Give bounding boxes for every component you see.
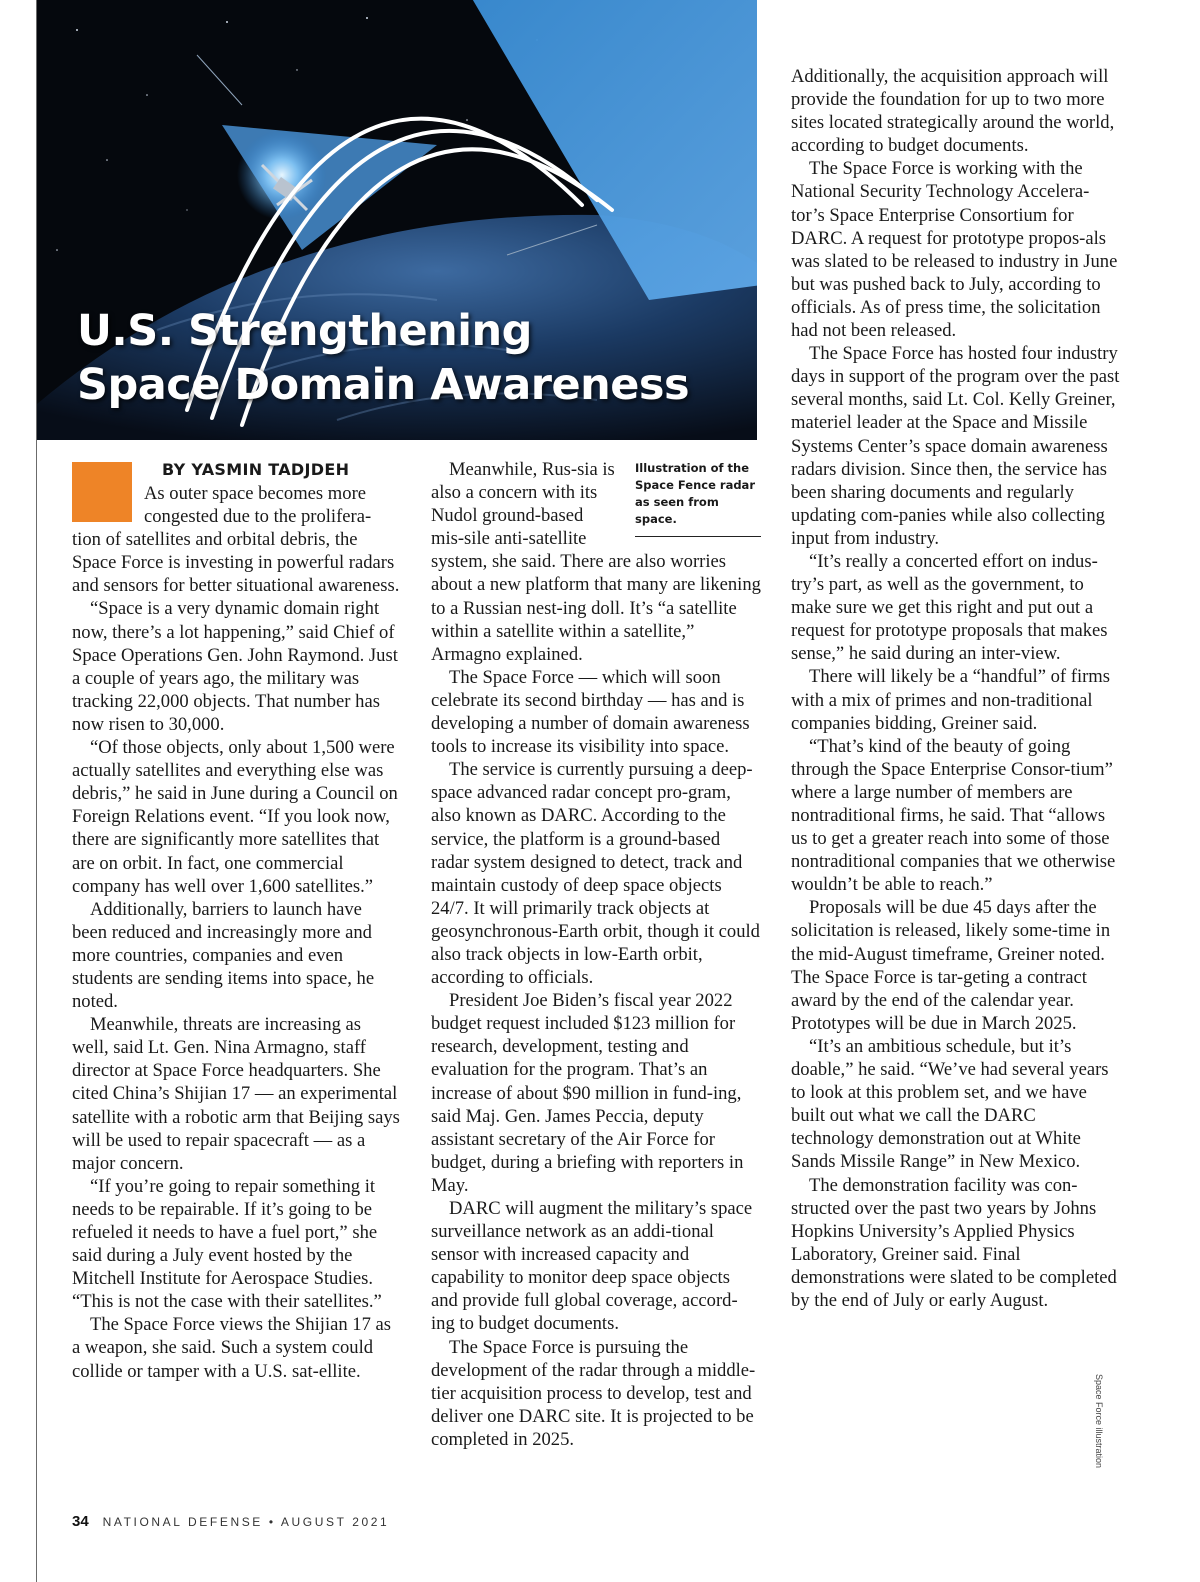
byline: BY YASMIN TADJDEH — [162, 460, 350, 479]
paragraph: Meanwhile, threats are increasing as well, said Lt. Gen. Nina Armagno, staff director at Space Force headquarters. She cited China’s Shijian 17 — an experimental satellite with a robotic arm that Beijing says will be used to repair spacecraft — as a major concern. — [72, 1014, 400, 1174]
hero-illustration — [37, 0, 757, 440]
text-column-1 — [72, 458, 400, 1383]
section-marker-square — [72, 462, 132, 522]
paragraph: “It’s really a concerted effort on indus-try’s part, as well as the government, to make sure we get this right and put out a request for prototype proposals that makes sense,” he said during an inter-view. — [791, 550, 1108, 665]
paragraph: The Space Force is working with the National Security Technology Accelera-tor’s Space Enterprise Consortium for DARC. A request for prototype propos-als was slated to be released to industry in June but was pushed back to July, according to officials. As of press time, the solicitation had not been released. — [791, 158, 1118, 342]
text-column-2 — [431, 458, 761, 1451]
article-title — [77, 304, 689, 412]
paragraph: There will likely be a “handful” of firms with a mix of primes and non-traditional companies bidding, Greiner said. — [791, 666, 1111, 734]
paragraph: As outer space becomes more congested due to the prolifera-tion of satellites and orbital debris, the Space Force is investing in powerful radars and sensors for better situational awareness. — [72, 483, 400, 597]
paragraph: The demonstration facility was con-structed over the past two years by Johns Hopkins University’s Applied Physics Laboratory, Greiner said. Final demonstrations were slated to be completed by the end of July or early August. — [791, 1174, 1117, 1311]
text-column-3 — [791, 65, 1121, 1312]
paragraph: Proposals will be due 45 days after the solicitation is released, likely some-time in the mid-August timeframe, Greiner noted. The Space Force is tar-geting a contract award by the end of the calendar year. Prototypes will be due in March 2025. — [791, 897, 1111, 1034]
paragraph: The Space Force has hosted four industry days in support of the program over the past several months, said Lt. Col. Kelly Greiner, materiel leader at the Space and Missile Systems Center’s space domain awareness radars division. Since then, the service has been sharing documents and regularly updating com-panies while also collecting input from industry. — [791, 343, 1120, 549]
paragraph: Additionally, barriers to launch have been reduced and increasingly more and more countries, companies and even students are sending items into space, he noted. — [72, 898, 375, 1013]
paragraph: The service is currently pursuing a deep-space advanced radar concept pro-gram, also known as DARC. According to the service, the platform is a ground-based radar system designed to detect, track and maintain custody of deep space objects 24/7. It will primarily track objects at geosynchronous-Earth orbit, though it could also track objects in low-Earth orbit, according to officials. — [431, 759, 760, 989]
paragraph: “If you’re going to repair something it needs to be repairable. If it’s going to be refueled it needs to have a fuel port,” she said during a July event hosted by the Mitchell Institute for Aerospace Studies. “This is not the case with their satellites.” — [72, 1175, 382, 1313]
photo-credit: Space Force illustration — [1094, 1374, 1104, 1469]
paragraph: DARC will augment the military’s space surveillance network as an addi-tional sensor with increased capacity and capability to monitor deep space objects and provide full global coverage, accord-ing to budget documents. — [431, 1198, 753, 1335]
page-number: 34 — [72, 1513, 89, 1530]
paragraph: Additionally, the acquisition approach will provide the foundation for up to two more sites located strategically around the world, according to budget documents. — [791, 66, 1115, 157]
image-caption: Illustration of the Space Fence radar as seen from space. — [635, 460, 761, 537]
publication-info: NATIONAL DEFENSE • AUGUST 2021 — [102, 1515, 390, 1529]
paragraph: “It’s an ambitious schedule, but it’s doable,” he said. “We’ve had several years to look at this problem set, and we have built out what we call the DARC technology demonstration out at White Sands Missile Range” in New Mexico. — [791, 1035, 1109, 1173]
paragraph: President Joe Biden’s fiscal year 2022 budget request included $123 million for research, development, testing and evaluation for the program. That’s an increase of about $90 million in fund-ing, said Maj. Gen. James Peccia, deputy assistant secretary of the Air Force for budget, during a briefing with reporters in May. — [431, 990, 744, 1196]
paragraph: “Space is a very dynamic domain right now, there’s a lot happening,” said Chief of Space Operations Gen. John Raymond. Just a couple of years ago, the military was tracking 22,000 objects. That number has now risen to 30,000. — [72, 598, 398, 735]
paragraph: The Space Force views the Shijian 17 as a weapon, she said. Such a system could collide or tamper with a U.S. sat-ellite. — [72, 1314, 392, 1382]
paragraph: “That’s kind of the beauty of going through the Space Enterprise Consor-tium” where a large number of members are nontraditional firms, he said. That “allows us to get a greater reach into some of those nontraditional companies that we otherwise wouldn’t be able to reach.” — [791, 735, 1116, 896]
title-line-1: U.S. Strengthening — [77, 306, 532, 356]
paragraph: Meanwhile, Rus-sia is also a concern with its Nudol ground-based mis-sile anti-satellite system, she said. There are also worries about a new platform that many are likening to a Russian nest-ing doll. It’s “a satellite within a satellite within a satellite,” Armagno explained. — [431, 459, 761, 665]
paragraph: The Space Force — which will soon celebrate its second birthday — has and is developing a number of domain awareness tools to increase its visibility into space. — [431, 666, 750, 758]
paragraph: The Space Force is pursuing the development of the radar through a middle-tier acquisition process to develop, test and deliver one DARC site. It is projected to be completed in 2025. — [431, 1336, 756, 1450]
page-footer — [72, 1513, 389, 1530]
paragraph: “Of those objects, only about 1,500 were actually satellites and everything else was debris,” he said in June during a Council on Foreign Relations event. “If you look now, there are significantly more satellites that are on orbit. In fact, one commercial company has well over 1,600 satellites.” — [72, 737, 398, 897]
title-line-2: Space Domain Awareness — [77, 360, 690, 410]
